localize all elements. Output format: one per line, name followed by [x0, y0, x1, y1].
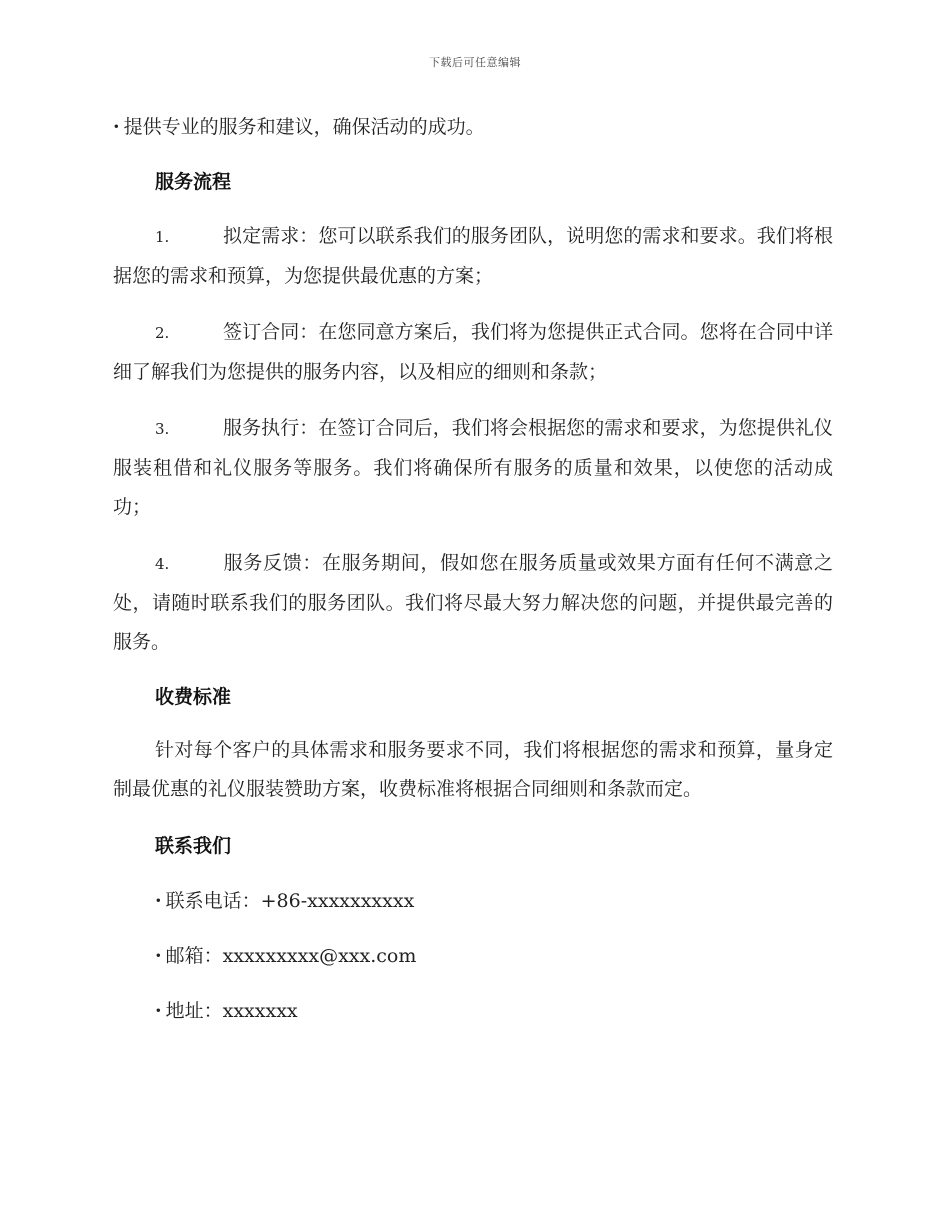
fees-heading: 收费标准	[155, 686, 232, 708]
contact-phone	[113, 886, 833, 916]
process-step-4	[113, 544, 833, 662]
step-number: 3.	[155, 420, 170, 438]
page-header-note: 下载后可任意编辑	[429, 56, 521, 69]
step-text: 服务执行：在签订合同后，我们将会根据您的需求和要求，为您提供礼仪服装租借和礼仪服务等服务。我们将确保所有服务的质量和效果，以使您的活动成功；	[113, 417, 833, 518]
fees-paragraph: 针对每个客户的具体需求和服务要求不同，我们将根据您的需求和预算，量身定制最优惠的礼仪服装赞助方案，收费标准将根据合同细则和条款而定。	[113, 739, 833, 800]
contact-email-text: 邮箱：xxxxxxxxx@xxx.com	[165, 945, 417, 967]
intro-bullet	[113, 112, 833, 142]
contact-address-text: 地址：xxxxxxx	[165, 1000, 298, 1022]
process-step-1	[113, 217, 833, 296]
document-body	[113, 112, 833, 1026]
step-number: 4.	[155, 555, 170, 573]
process-step-3	[113, 409, 833, 527]
intro-bullet-text: 提供专业的服务和建议，确保活动的成功。	[123, 116, 485, 138]
contact-address	[113, 996, 833, 1026]
bullet-dot: ·	[155, 1000, 162, 1022]
step-text: 签订合同：在您同意方案后，我们将为您提供正式合同。您将在合同中详细了解我们为您提供的服务内容，以及相应的细则和条款；	[113, 321, 833, 383]
bullet-dot: ·	[113, 116, 120, 138]
contact-phone-text: 联系电话：+86-xxxxxxxxxx	[165, 890, 415, 912]
process-heading: 服务流程	[155, 171, 232, 193]
bullet-dot: ·	[155, 945, 162, 967]
step-text: 服务反馈：在服务期间，假如您在服务质量或效果方面有任何不满意之处，请随时联系我们的服务团队。我们将尽最大努力解决您的问题，并提供最完善的服务。	[113, 552, 833, 653]
contact-heading: 联系我们	[155, 835, 232, 857]
contact-email	[113, 941, 833, 971]
bullet-dot: ·	[155, 890, 162, 912]
step-text: 拟定需求：您可以联系我们的服务团队，说明您的需求和要求。我们将根据您的需求和预算，为您提供最优惠的方案；	[113, 225, 833, 287]
step-number: 1.	[155, 228, 170, 246]
step-number: 2.	[155, 324, 170, 342]
process-step-2	[113, 313, 833, 392]
